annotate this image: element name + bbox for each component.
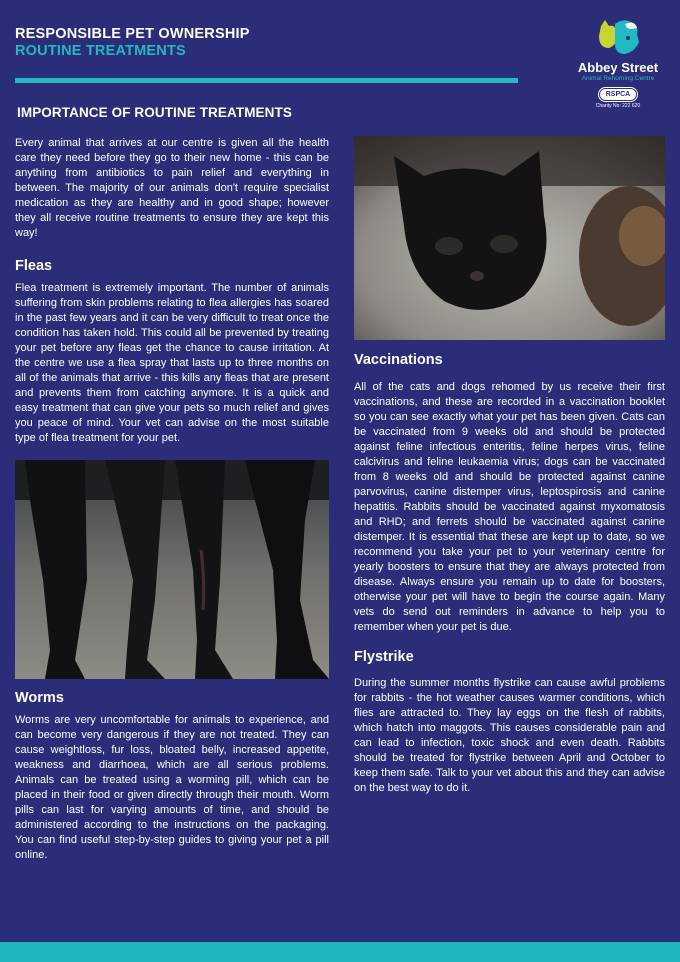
header-divider bbox=[15, 78, 518, 83]
kitten-photo bbox=[354, 136, 665, 340]
dog-legs-photo bbox=[15, 460, 329, 679]
footer-bar bbox=[0, 942, 680, 962]
page-title bbox=[15, 26, 250, 60]
abbey-street-logo bbox=[568, 18, 668, 109]
cat-dog-logo-icon bbox=[595, 18, 641, 58]
title-line-1: RESPONSIBLE PET OWNERSHIP bbox=[15, 26, 250, 42]
vaccinations-paragraph: All of the cats and dogs rehomed by us receive their first vaccinations, and these are recorded in a vaccination booklet so you can see exactly what your pet has been given. Cats can be vaccinated from 9 weeks old and should be protected against feline infectious enteritis, feline herpes virus, feline calcivirus and feline leukaemia virus; dogs can be vaccinated from 8 weeks old and should be protected against canine parvovirus, canine distemper virus, leptospirosis and canine hepatitis. Rabbits should be vaccinated against myxomatosis and RHD; and ferrets should be vaccinated against canine distemper. It is essential that these are kept up to date, so we recommend you take your pet to your veterinary centre for yearly boosters to ensure that they are always protected from disease. Always ensure you remain up to date for boosters, otherwise your pet will have to begin the course again. Many vets do send out reminders in advance to help you to remember when your pet is due. bbox=[354, 381, 665, 633]
worms-heading: Worms bbox=[15, 690, 64, 706]
intro-heading: IMPORTANCE OF ROUTINE TREATMENTS bbox=[17, 105, 292, 120]
fleas-heading: Fleas bbox=[15, 258, 53, 274]
right-column bbox=[354, 136, 665, 796]
flystrike-heading: Flystrike bbox=[354, 649, 414, 665]
charity-number: Charity No: 222 620 bbox=[595, 103, 641, 109]
rspca-badge: RSPCA bbox=[599, 88, 638, 101]
logo-brand: Abbey Street bbox=[577, 60, 659, 75]
vaccinations-heading: Vaccinations bbox=[354, 352, 443, 368]
left-column bbox=[15, 104, 329, 863]
flystrike-paragraph: During the summer months flystrike can cause awful problems for rabbits - the hot weather causes warmer conditions, which flies are attracted to. They lay eggs on the flesh of rabbits, which hatch into maggots. This causes considerable pain and can lead to infection, toxic shock and even death. Rabbits should be treated for flystrike between April and October to keep them safe. Talk to your vet about this and they can advise on the best way to do it. bbox=[354, 677, 665, 794]
intro-paragraph: Every animal that arrives at our centre is given all the health care they need before they go to their new home - this can be anything from antibiotics to pain relief and everything in between. The majority of our animals don't require specialist medication as they are healthy and in good shape; however they all receive routine treatments to ensure they are kept this way! bbox=[15, 137, 329, 239]
worms-paragraph: Worms are very uncomfortable for animals to experience, and can become very dangerous if they are not treated. They can cause weightloss, fur loss, bloated belly, increased appetite, weakness and diarrhoea, which are all serious problems. Animals can be treated using a worming pill, which can be placed in their food or given directly through their mouth. Worm pills can last for varying amounts of time, and should be administered according to the instructions on the packaging. You can find useful step-by-step guides to giving your pet a pill online. bbox=[15, 714, 329, 861]
fleas-paragraph: Flea treatment is extremely important. The number of animals suffering from skin problems relating to flea allergies has soared in the past few years and it can be very difficult to treat once the condition has taken hold. This could all be prevented by treating your pet before any fleas get the chance to cause irritation. At the centre we use a flea spray that lasts up to three months on all of the animals that arrive - this kills any fleas that are present and prevents them from catching anymore. It is a quick and easy treatment that can give your pets so much relief and gives you peace of mind. Your vet can advise on the most suitable type of flea treatment for your pet. bbox=[15, 282, 329, 444]
logo-tagline: Animal Rehoming Centre bbox=[581, 75, 655, 82]
title-line-2: ROUTINE TREATMENTS bbox=[15, 43, 186, 59]
